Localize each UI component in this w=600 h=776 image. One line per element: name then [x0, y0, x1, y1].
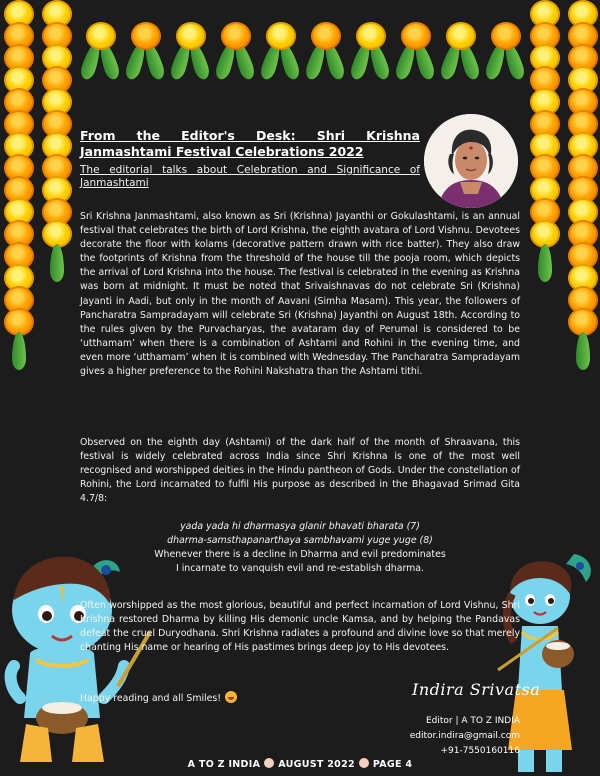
marigold-flower: [176, 22, 206, 50]
footer-separator-dot-icon: [264, 758, 274, 768]
editor-role: Editor | A TO Z INDIA: [425, 716, 520, 726]
editor-email[interactable]: editor.indira@gmail.com: [409, 731, 520, 741]
marigold-flower: [311, 22, 341, 50]
page-footer: [0, 758, 600, 770]
editor-portrait: [424, 114, 518, 208]
article-subtitle: The editorial talks about Celebration and Significance of Janmashtami: [80, 164, 420, 189]
marigold-flower: [356, 22, 386, 50]
editor-contact-block: [410, 714, 520, 759]
editor-signature: Indira Srivatsa: [412, 680, 541, 699]
verse-translation-2: I incarnate to vanquish evil and re-establish dharma.: [175, 563, 425, 575]
marigold-flower: [491, 22, 521, 50]
footer-separator-dot-icon: [359, 758, 369, 768]
paragraph-2: Observed on the eighth day (Ashtami) of the dark half of the month of Shraavana, this festival is widely celebrated across India since Shri Krishna is one of the most well recognised and worshipped deities in the Hindu pantheon of Gods. Under the constellation of Rohini, the Lord incarnated to fulfil His purpose as described in the Bhagavad Srimad Gita 4.7/8:: [80, 437, 520, 505]
footer-issue: AUGUST 2022: [278, 759, 355, 770]
marigold-flower: [401, 22, 431, 50]
editor-portrait-illustration: [424, 114, 518, 208]
garland-leaf: [50, 244, 64, 282]
verse-line-1: yada yada hi dharmasya glanir bhavati bharata (7): [180, 521, 420, 532]
paragraph-3: Often worshipped as the most glorious, beautiful and perfect incarnation of Lord Vishnu, Shri Krishna restored Dharma by killing His demonic uncle Kamsa, and by helping the Pandavas defeat the cruel Duryodhana. Shri Krishna radiates a profound and divine love so that merely chanting His name or hearing of His pastimes brings deep joy to His devotees.: [80, 600, 520, 654]
closing-text: Happy reading and all Smiles!: [80, 693, 222, 704]
marigold-flower: [446, 22, 476, 50]
baby-krishna-left-illustration: [0, 548, 160, 768]
verse-translation-1: Whenever there is a decline in Dharma and evil predominates: [154, 549, 446, 561]
marigold-flower: [266, 22, 296, 50]
garland-leaf: [12, 332, 26, 370]
top-toran-garland: [80, 12, 520, 92]
footer-brand: A TO Z INDIA: [187, 759, 261, 770]
closing-line: [80, 691, 237, 704]
marigold-flower: [131, 22, 161, 50]
article-header: [80, 128, 420, 190]
marigold-flower: [86, 22, 116, 50]
garland-leaf: [576, 332, 590, 370]
garland-leaf: [538, 244, 552, 282]
smile-emoji-icon: [225, 691, 237, 703]
paragraph-1: Sri Krishna Janmashtami, also known as Sri (Krishna) Jayanthi or Gokulashtami, is an annual festival that celebrates the birth of Lord Krishna, the eighth avatara of Lord Vishnu. Devotees decorate the floor with kolams (decorative pattern drawn with rice batter). They also draw the footprints of Krishna from the threshold of the house till the pooja room, which depicts the arrival of Lord Krishna into the house. The festival is celebrated in the evening as Krishna was born at midnight. It must be noted that Srivaishnavas do not celebrate Sri (Krishna) Jayanti in Aadi, but only in the month of Aavani (Simha Masam). This year, the followers of Pancharatra Sampradayam will celebrate Sri (Krishna) Jayanthi on August 18th. According to the rules given by the Purvacharyas, the avataram day of Perumal is considered to be ‘utthamam’ when there is a combination of Ashtami and Rohini in the evening time, and even more ‘utthamam’ when it is combined with Wednesday. The Pancharatra Sampradayam gives a higher preference to the Rohini Nakshatra than the Ashtami tithi.: [80, 211, 520, 378]
marigold-flower: [221, 22, 251, 50]
editor-phone: +91-7550160116: [440, 746, 520, 756]
footer-page-number: PAGE 4: [372, 759, 413, 770]
article-title: From the Editor's Desk: Shri Krishna Janmashtami Festival Celebrations 2022: [80, 128, 420, 159]
verse-line-2: dharma-samsthapanarthaya sambhavami yuge yuge (8): [167, 535, 433, 547]
